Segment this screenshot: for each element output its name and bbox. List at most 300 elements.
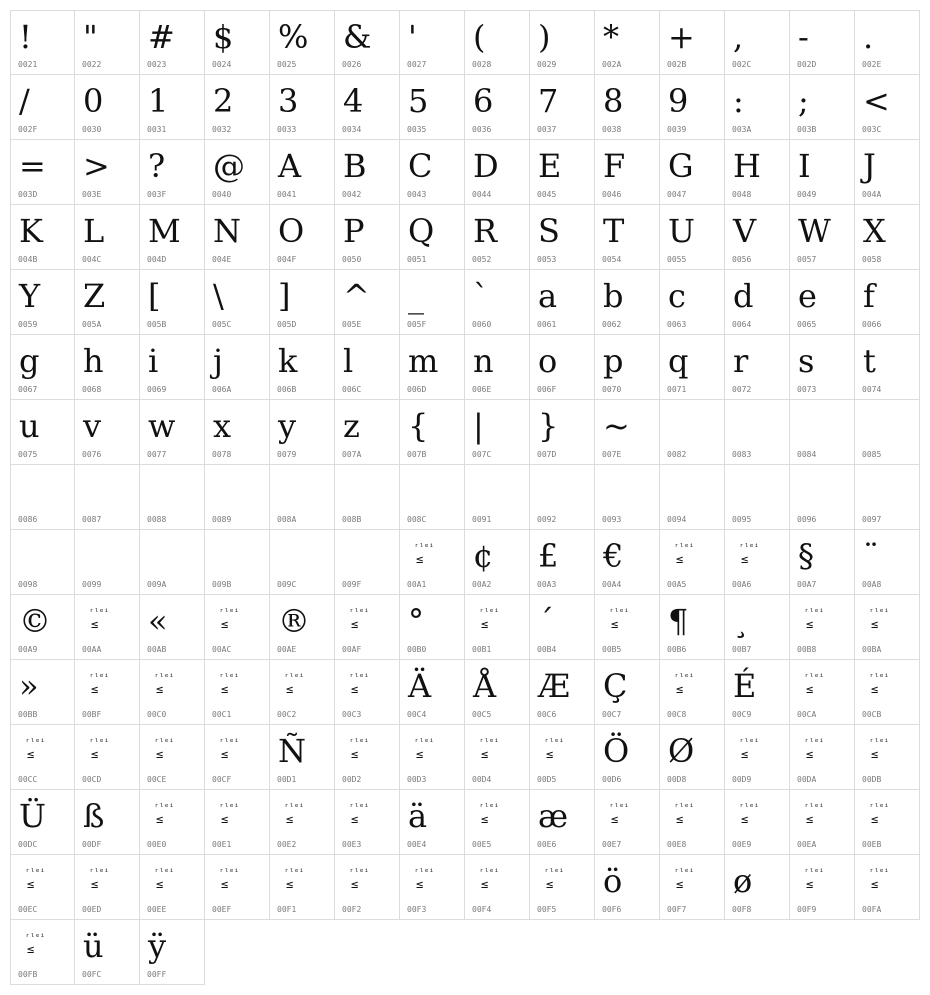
code-point-label: 003D [18,190,38,199]
missing-glyph-mark: ʳˡᵉⁱ ≤ [479,738,499,761]
glyph-cell-00d8 [660,725,725,790]
glyph-cell-0049 [790,140,855,205]
code-point-label: 0051 [407,255,427,264]
glyph-cell-0044 [465,140,530,205]
glyph-cell-003d [10,140,75,205]
glyph-sample: | [473,407,484,445]
glyph-cell-0036 [465,75,530,140]
glyph-cell-0033 [270,75,335,140]
glyph-sample: n [473,342,494,380]
glyph-cell-00ac [205,595,270,660]
glyph-sample: Y [19,277,41,315]
code-point-label: 00E8 [667,840,687,849]
glyph-cell-00ba [855,595,920,660]
code-point-label: 004E [212,255,232,264]
code-point-label: 0066 [862,320,882,329]
glyph-cell-002a [595,10,660,75]
glyph-sample: 6 [473,82,494,120]
glyph-sample: r [733,342,749,380]
code-point-label: 00BF [82,710,102,719]
glyph-sample: > [83,147,110,185]
glyph-cell-00ca [790,660,855,725]
code-point-label: 00A4 [602,580,622,589]
glyph-cell-0075 [10,400,75,465]
glyph-sample: ÿ [148,927,167,965]
code-point-label: 0068 [82,385,102,394]
glyph-sample: Æ [538,667,571,705]
glyph-sample: = [19,147,46,185]
code-point-label: 00D3 [407,775,427,784]
glyph-sample: É [733,667,757,705]
code-point-label: 00B0 [407,645,427,654]
code-point-label: 006D [407,385,427,394]
glyph-sample: . [863,18,874,56]
glyph-cell-007b [400,400,465,465]
glyph-sample: ) [538,18,551,56]
glyph-cell-004e [205,205,270,270]
glyph-sample: ] [278,277,291,315]
glyph-cell-0058 [855,205,920,270]
code-point-label: 00FA [862,905,882,914]
glyph-sample: # [148,18,175,56]
glyph-cell-004a [855,140,920,205]
glyph-cell-00ee [140,855,205,920]
code-point-label: 006F [537,385,557,394]
missing-glyph-mark: ʳˡᵉⁱ ≤ [804,738,824,761]
glyph-sample: ü [83,927,104,965]
missing-glyph-mark: ʳˡᵉⁱ ≤ [25,933,45,956]
code-point-label: 00DB [862,775,882,784]
code-point-label: 0035 [407,125,427,134]
glyph-cell-00e1 [205,790,270,855]
missing-glyph-mark: ʳˡᵉⁱ ≤ [869,868,889,891]
code-point-label: 00CA [797,710,817,719]
code-point-label: 00FB [18,970,38,979]
missing-glyph-mark: ʳˡᵉⁱ ≤ [349,673,369,696]
code-point-label: 00CF [212,775,232,784]
code-point-label: 0038 [602,125,622,134]
glyph-cell-00f9 [790,855,855,920]
code-point-label: 00A5 [667,580,687,589]
code-point-label: 0095 [732,515,752,524]
glyph-sample: s [798,342,815,380]
glyph-cell-005a [75,270,140,335]
glyph-sample: C [408,147,433,185]
glyph-cell-0051 [400,205,465,270]
code-point-label: 0097 [862,515,882,524]
glyph-sample: o [538,342,558,380]
glyph-sample: + [668,18,695,56]
code-point-label: 00A8 [862,580,882,589]
missing-glyph-mark: ʳˡᵉⁱ ≤ [219,608,239,631]
glyph-cell-00a6 [725,530,790,595]
code-point-label: 0037 [537,125,557,134]
glyph-sample: \ [213,277,224,315]
glyph-cell-00f3 [400,855,465,920]
glyph-cell-0064 [725,270,790,335]
glyph-cell-005c [205,270,270,335]
code-point-label: 009B [212,580,232,589]
glyph-sample: y [278,407,297,445]
code-point-label: 005B [147,320,167,329]
glyph-cell-0098 [10,530,75,595]
glyph-sample: b [603,277,624,315]
glyph-cell-00a3 [530,530,595,595]
code-point-label: 00CD [82,775,102,784]
missing-glyph-mark: ʳˡᵉⁱ ≤ [219,868,239,891]
code-point-label: 00E1 [212,840,232,849]
missing-glyph-mark: ʳˡᵉⁱ ≤ [25,738,45,761]
code-point-label: 0055 [667,255,687,264]
code-point-label: 00A6 [732,580,752,589]
code-point-label: 0049 [797,190,817,199]
code-point-label: 00DC [18,840,38,849]
glyph-cell-0082 [660,400,725,465]
code-point-label: 00B5 [602,645,622,654]
glyph-sample: Ä [408,667,432,705]
glyph-sample: Ñ [278,732,306,770]
glyph-sample: $ [213,18,234,56]
code-point-label: 00C1 [212,710,232,719]
code-point-label: 00C2 [277,710,297,719]
code-point-label: 0067 [18,385,38,394]
glyph-cell-006b [270,335,335,400]
glyph-cell-00af [335,595,400,660]
code-point-label: 00EF [212,905,232,914]
glyph-sample: B [343,147,367,185]
code-point-label: 003B [797,125,817,134]
glyph-cell-007a [335,400,400,465]
glyph-sample: ? [148,147,166,185]
glyph-cell-006e [465,335,530,400]
glyph-cell-00bb [10,660,75,725]
missing-glyph-mark: ʳˡᵉⁱ ≤ [804,868,824,891]
glyph-cell-00f2 [335,855,400,920]
code-point-label: 007D [537,450,557,459]
glyph-sample: f [863,277,875,315]
glyph-cell-00ae [270,595,335,660]
glyph-cell-009f [335,530,400,595]
code-point-label: 0098 [18,580,38,589]
glyph-sample: t [863,342,876,380]
glyph-sample: S [538,212,560,250]
glyph-cell-00d3 [400,725,465,790]
glyph-sample: O [278,212,305,250]
code-point-label: 00E3 [342,840,362,849]
glyph-sample: N [213,212,241,250]
code-point-label: 005D [277,320,297,329]
glyph-cell-0054 [595,205,660,270]
code-point-label: 002B [667,60,687,69]
missing-glyph-mark: ʳˡᵉⁱ ≤ [154,868,174,891]
code-point-label: 002D [797,60,817,69]
glyph-sample: æ [538,797,569,835]
glyph-sample: j [213,342,223,380]
code-point-label: 00AC [212,645,232,654]
code-point-label: 00F8 [732,905,752,914]
glyph-sample: l [343,342,354,380]
code-point-label: 0082 [667,450,687,459]
glyph-cell-0084 [790,400,855,465]
glyph-sample: ; [798,82,809,120]
missing-glyph-mark: ʳˡᵉⁱ ≤ [25,868,45,891]
missing-glyph-mark: ʳˡᵉⁱ ≤ [219,673,239,696]
glyph-sample: 5 [408,82,429,120]
code-point-label: 007C [472,450,492,459]
glyph-cell-00a2 [465,530,530,595]
code-point-label: 003E [82,190,102,199]
code-point-label: 0050 [342,255,362,264]
glyph-cell-003f [140,140,205,205]
glyph-cell-00c5 [465,660,530,725]
glyph-sample: ` [473,277,489,315]
code-point-label: 0027 [407,60,427,69]
glyph-sample: V [733,212,757,250]
glyph-cell-0097 [855,465,920,530]
code-point-label: 004C [82,255,102,264]
code-point-label: 0075 [18,450,38,459]
glyph-cell-0047 [660,140,725,205]
glyph-sample: ^ [343,277,370,315]
glyph-sample: 1 [148,82,169,120]
code-point-label: 00E7 [602,840,622,849]
code-point-label: 008B [342,515,362,524]
glyph-sample: Å [473,667,497,705]
code-point-label: 0072 [732,385,752,394]
code-point-label: 00B4 [537,645,557,654]
glyph-cell-00dc [10,790,75,855]
code-point-label: 00C7 [602,710,622,719]
glyph-cell-00df [75,790,140,855]
code-point-label: 0032 [212,125,232,134]
code-point-label: 00D8 [667,775,687,784]
glyph-sample: u [19,407,40,445]
missing-glyph-mark: ʳˡᵉⁱ ≤ [479,608,499,631]
code-point-label: 00E4 [407,840,427,849]
code-point-label: 00A2 [472,580,492,589]
glyph-cell-0083 [725,400,790,465]
glyph-cell-00d1 [270,725,335,790]
glyph-sample: - [798,18,809,56]
code-point-label: 0078 [212,450,232,459]
glyph-cell-007d [530,400,595,465]
glyph-cell-00ab [140,595,205,660]
glyph-cell-0053 [530,205,595,270]
glyph-sample: } [538,407,559,445]
glyph-sample: ¸ [733,602,749,640]
glyph-sample: M [148,212,181,250]
glyph-cell-00a9 [10,595,75,660]
missing-glyph-mark: ʳˡᵉⁱ ≤ [804,608,824,631]
glyph-sample: q [668,342,689,380]
code-point-label: 00C3 [342,710,362,719]
glyph-cell-00f8 [725,855,790,920]
glyph-sample: : [733,82,744,120]
glyph-cell-00e4 [400,790,465,855]
code-point-label: 00C0 [147,710,167,719]
glyph-sample: * [603,18,619,56]
code-point-label: 0022 [82,60,102,69]
glyph-cell-00ef [205,855,270,920]
glyph-sample: 3 [278,82,299,120]
code-point-label: 00F5 [537,905,557,914]
glyph-cell-0063 [660,270,725,335]
missing-glyph-mark: ʳˡᵉⁱ ≤ [219,738,239,761]
glyph-cell-00fc [75,920,140,985]
code-point-label: 0031 [147,125,167,134]
glyph-cell-00fa [855,855,920,920]
glyph-cell-00f6 [595,855,660,920]
glyph-sample: m [408,342,439,380]
missing-glyph-mark: ʳˡᵉⁱ ≤ [154,673,174,696]
glyph-cell-006a [205,335,270,400]
glyph-cell-0055 [660,205,725,270]
glyph-cell-00c6 [530,660,595,725]
glyph-cell-00aa [75,595,140,660]
glyph-cell-0046 [595,140,660,205]
glyph-cell-007c [465,400,530,465]
code-point-label: 00F6 [602,905,622,914]
glyph-cell-00f1 [270,855,335,920]
code-point-label: 0087 [82,515,102,524]
glyph-cell-00e0 [140,790,205,855]
glyph-sample: A [278,147,302,185]
missing-glyph-mark: ʳˡᵉⁱ ≤ [869,738,889,761]
missing-glyph-mark: ʳˡᵉⁱ ≤ [414,738,434,761]
code-point-label: 0025 [277,60,297,69]
missing-glyph-mark: ʳˡᵉⁱ ≤ [804,673,824,696]
glyph-cell-00c3 [335,660,400,725]
glyph-cell-009b [205,530,270,595]
glyph-cell-00eb [855,790,920,855]
code-point-label: 0060 [472,320,492,329]
glyph-cell-0024 [205,10,270,75]
glyph-sample: ~ [603,407,630,445]
glyph-cell-0087 [75,465,140,530]
code-point-label: 00A7 [797,580,817,589]
glyph-sample: x [213,407,232,445]
code-point-label: 0026 [342,60,362,69]
glyph-sample: < [863,82,890,120]
code-point-label: 0091 [472,515,492,524]
glyph-sample: Ö [603,732,630,770]
glyph-cell-00c9 [725,660,790,725]
glyph-cell-002c [725,10,790,75]
code-point-label: 0061 [537,320,557,329]
glyph-sample: @ [213,147,245,185]
missing-glyph-mark: ʳˡᵉⁱ ≤ [284,673,304,696]
glyph-cell-00c1 [205,660,270,725]
glyph-sample: h [83,342,104,380]
glyph-cell-006f [530,335,595,400]
glyph-cell-00d2 [335,725,400,790]
code-point-label: 004B [18,255,38,264]
code-point-label: 0096 [797,515,817,524]
code-point-label: 002F [18,125,38,134]
code-point-label: 00DF [82,840,102,849]
glyph-cell-0074 [855,335,920,400]
glyph-sample: € [603,537,624,575]
glyph-cell-00c2 [270,660,335,725]
code-point-label: 00C9 [732,710,752,719]
code-point-label: 005A [82,320,102,329]
code-point-label: 00D1 [277,775,297,784]
glyph-cell-00e6 [530,790,595,855]
code-point-label: 0048 [732,190,752,199]
missing-glyph-mark: ʳˡᵉⁱ ≤ [674,868,694,891]
code-point-label: 00C4 [407,710,427,719]
code-point-label: 008A [277,515,297,524]
glyph-cell-00e8 [660,790,725,855]
glyph-cell-00cc [10,725,75,790]
code-point-label: 0033 [277,125,297,134]
glyph-cell-0059 [10,270,75,335]
glyph-cell-00b5 [595,595,660,660]
glyph-cell-0023 [140,10,205,75]
missing-glyph-mark: ʳˡᵉⁱ ≤ [414,543,434,566]
glyph-cell-0066 [855,270,920,335]
code-point-label: 00F9 [797,905,817,914]
glyph-sample: ¨ [863,537,879,575]
glyph-sample: p [603,342,624,380]
glyph-sample: _ [408,277,424,315]
code-point-label: 0086 [18,515,38,524]
glyph-cell-00b1 [465,595,530,660]
code-point-label: 0092 [537,515,557,524]
code-point-label: 00C5 [472,710,492,719]
code-point-label: 00A3 [537,580,557,589]
glyph-sample: ¢ [473,537,494,575]
glyph-cell-00c0 [140,660,205,725]
code-point-label: 00FF [147,970,167,979]
glyph-cell-0072 [725,335,790,400]
glyph-cell-0052 [465,205,530,270]
code-point-label: 00B8 [797,645,817,654]
glyph-sample: « [148,602,168,640]
glyph-cell-0045 [530,140,595,205]
missing-glyph-mark: ʳˡᵉⁱ ≤ [349,868,369,891]
glyph-sample: & [343,18,372,56]
code-point-label: 005F [407,320,427,329]
glyph-cell-00b8 [790,595,855,660]
missing-glyph-mark: ʳˡᵉⁱ ≤ [89,738,109,761]
missing-glyph-mark: ʳˡᵉⁱ ≤ [739,543,759,566]
code-point-label: 0028 [472,60,492,69]
code-point-label: 00D4 [472,775,492,784]
missing-glyph-mark: ʳˡᵉⁱ ≤ [544,868,564,891]
glyph-cell-00f4 [465,855,530,920]
code-point-label: 003C [862,125,882,134]
code-point-label: 00E5 [472,840,492,849]
glyph-cell-0076 [75,400,140,465]
glyph-cell-0050 [335,205,400,270]
glyph-cell-0029 [530,10,595,75]
glyph-sample: © [19,602,51,640]
glyph-cell-00ff [140,920,205,985]
code-point-label: 0054 [602,255,622,264]
glyph-sample: L [83,212,105,250]
glyph-cell-00a7 [790,530,855,595]
glyph-cell-0086 [10,465,75,530]
missing-glyph-mark: ʳˡᵉⁱ ≤ [349,608,369,631]
code-point-label: 0093 [602,515,622,524]
glyph-sample: ö [603,862,623,900]
code-point-label: 0065 [797,320,817,329]
glyph-cell-003c [855,75,920,140]
code-point-label: 00E9 [732,840,752,849]
glyph-cell-0091 [465,465,530,530]
code-point-label: 0023 [147,60,167,69]
